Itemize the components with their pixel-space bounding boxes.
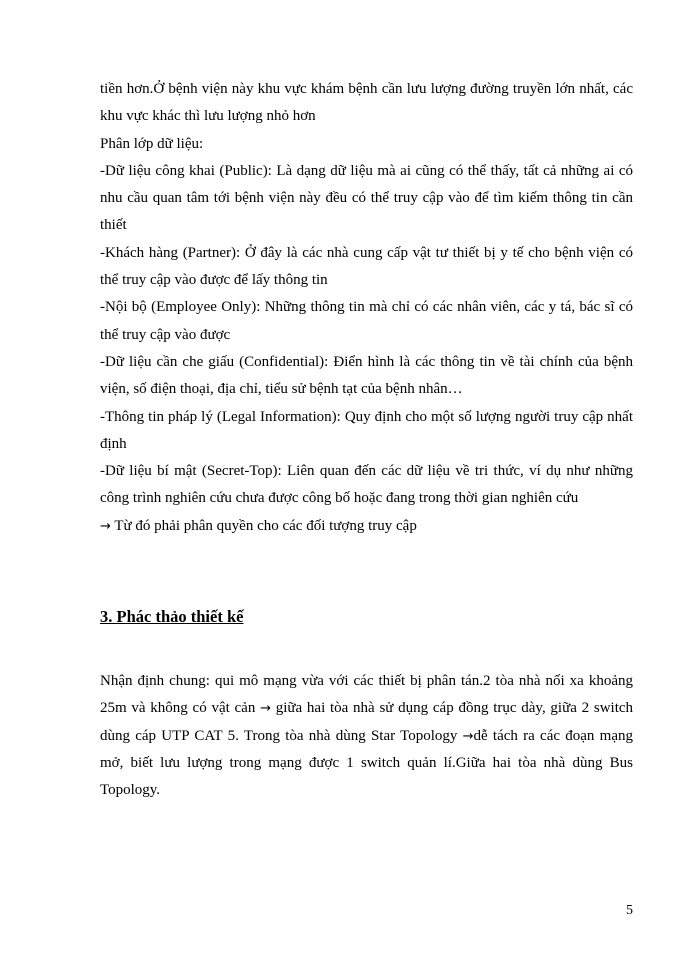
page-content [100,76,633,805]
design-text-1: Nhận định chung: qui mô mạng vừa với các thiết bị phân tán.2 tòa nhà nối xa khoảng 25m và không có vật cản [100,673,633,717]
paragraph-public: -Dữ liệu công khai (Public): Là dạng dữ liệu mà ai cũng có thể thấy, tất cả những ai có nhu cầu quan tâm tới bệnh viện này đều có thể truy cập vào để tìm kiếm thông tin cần thiết [100,162,633,234]
paragraph-partner: -Khách hàng (Partner): Ở đây là các nhà cung cấp vật tư thiết bị y tế cho bệnh viện có thể truy cập vào được để lấy thông tin [100,244,633,289]
paragraph-intro: tiền hơn.Ở bệnh viện này khu vực khám bệnh cần lưu lượng đường truyền lớn nhất, các khu vực khác thì lưu lượng nhỏ hơn [100,81,633,125]
paragraph-confidential: -Dữ liệu cần che giấu (Confidential): Điển hình là các thông tin về tài chính của bệnh viện, số điện thoại, địa chỉ, tiểu sử bệnh tạt của bệnh nhân… [100,353,633,398]
arrow-icon: → [462,728,474,744]
design-text-3: dễ tách ra các đoạn mạng mở, biết lưu lượng trong mạng được 1 switch quản lí.Giữa hai tòa nhà dùng Bus Topology. [100,727,634,799]
paragraph-employee: -Nội bộ (Employee Only): Những thông tin mà chỉ có các nhân viên, các y tá, bác sĩ có thể truy cập vào được [100,299,633,343]
paragraph-legal: -Thông tin pháp lý (Legal Information): Quy định cho một số lượng người truy cập nhất định [100,408,633,452]
paragraph-classification-heading: Phân lớp dữ liệu: [100,135,204,152]
paragraph-design [100,668,633,804]
conclusion-text: Từ đó phải phân quyền cho các đối tượng truy cập [114,517,417,534]
paragraph-conclusion [100,513,633,540]
design-text-2: giữa hai tòa nhà sử dụng cáp đồng trục dày, giữa 2 switch dùng cáp UTP CAT 5. Trong tòa nhà dùng Star Topology [100,700,634,744]
paragraph-secret: -Dữ liệu bí mật (Secret-Top): Liên quan đến các dữ liệu về tri thức, ví dụ như những công trình nghiên cứu chưa được công bố hoặc đang trong thời gian nghiên cứu [100,463,633,507]
arrow-icon: → [100,518,111,534]
arrow-icon: → [260,701,271,717]
page-number: 5 [626,903,633,918]
section-heading: 3. Phác thảo thiết kế [100,607,244,627]
